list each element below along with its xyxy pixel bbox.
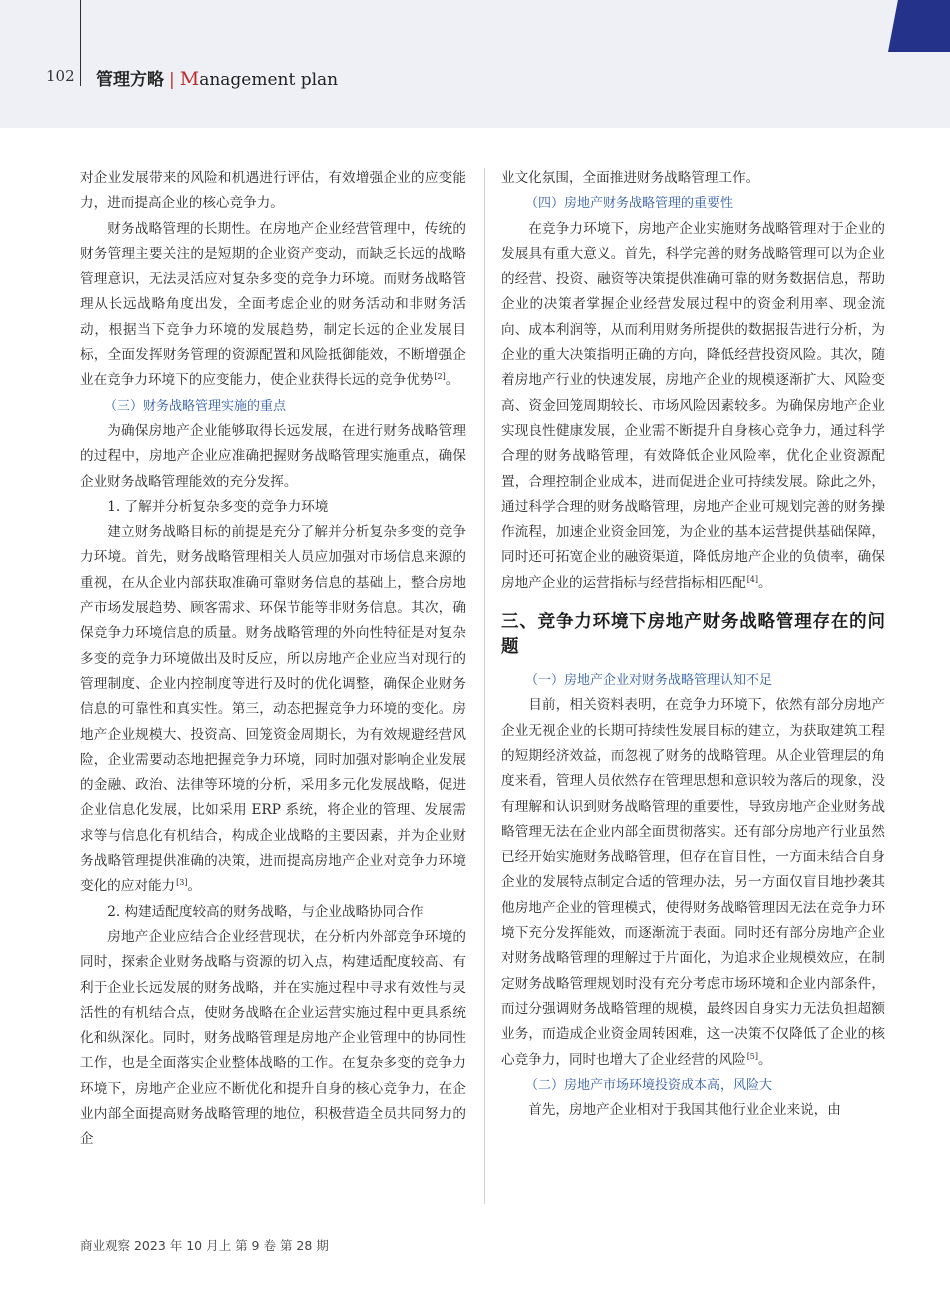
left-column <box>80 166 466 1153</box>
section-title-en-initial: M <box>179 68 200 90</box>
journal-footer: 商业观察 2023 年 10 月上 第 9 卷 第 28 期 <box>80 1238 329 1253</box>
section-title-en: anagement plan <box>199 70 339 90</box>
column-divider <box>484 168 485 1204</box>
subsection-heading: （四）房地产财务战略管理的重要性 <box>525 196 734 212</box>
numbered-heading: 2. 构建适配度较高的财务战略，与企业战略协同合作 <box>107 903 424 920</box>
paragraph-text: 在竞争力环境下，房地产企业实施财务战略管理对于企业的发展具有重大意义。首先，科学完善的财务战略管理可以为企业的经营、投资、融资等决策提供准确可靠的财务数据信息，帮助企业的决策者掌握企业经营发展过程中的资金利用率、现金流向、成本利润等，从而利用财务所提供的数据报告进行分析，为企业的重大决策指明正确的方向，降低经营投资风险。其次，随着房地产行业的快速发展，房地产企业的规模逐渐扩大、风险变高、资金回笼周期较长、市场风险因素较多。为确保房地产企业实现良性健康发展，企业需不断提升自身核心竞争力，通过科学合理的财务战略管理，有效降低企业风险率，优化企业资源配置，合理控制企业成本，进而促进企业可持续发展。除此之外，通过科学合理的财务战略管理，房地产企业可规划完善的财务操作流程，加速企业资金回笼，为企业的基本运营提供基础保障，同时还可拓宽企业的融资渠道，降低房地产企业的负债率，确保房地产企业的运营指标与经营指标相匹配 <box>501 220 885 591</box>
paragraph-text: 财务战略管理的长期性。在房地产企业经营管理中，传统的财务管理主要关注的是短期的企业资产变动，而缺乏长远的战略管理意识，无法灵活应对复杂多变的竞争力环境。而财务战略管理从长远战略角度出发，全面考虑企业的财务活动和非财务活动，根据当下竞争力环境的发展趋势，制定长远的企业发展目标，全面发挥财务管理的资源配置和风险抵御能效，不断增强企业在竞争力环境下的应变能力，使企业获得长远的竞争优势 <box>80 220 466 389</box>
subsection-heading: （二）房地产市场环境投资成本高，风险大 <box>525 1077 773 1093</box>
paragraph: 目前，相关资料表明，在竞争力环境下，依然有部分房地产企业无视企业的长期可持续性发展目标的建立，为获取建筑工程的短期经济效益，而忽视了财务的战略管理。从企业管理层的角度来看，管理人员依然存在管理思想和意识较为落后的现象，没有理解和认识到财务战略管理的重要性，导致房地产企业财务战略管理无法在企业内部全面贯彻落实。还有部分房地产行业虽然已经开始实施财务战略管理，但存在盲目性，一方面未结合自身企业的发展特点制定合适的管理办法，另一方面仅盲目地抄袭其他房地产企业的管理模式，使得财务战略管理因无法在竞争力环境下充分发挥能效，而逐渐流于表面。同时还有部分房地产企业对财务战略管理的理解过于片面化，为追求企业规模效应，在制定财务战略管理规划时没有充分考虑市场环境和企业内部条件，而过分强调财务战略管理的规模，最终因自身实力无法负担超额业务，而造成企业资金周转困难，这一决策不仅降低了企业的核心竞争力，同时也增大了企业经营的风险[5]。 <box>501 697 885 1068</box>
section-separator: | <box>169 70 175 90</box>
subsection-heading: （一）房地产企业对财务战略管理认知不足 <box>525 673 773 689</box>
header-rule <box>80 0 81 86</box>
citation: [5] <box>746 1051 759 1061</box>
numbered-heading: 1. 了解并分析复杂多变的竞争力环境 <box>107 498 329 515</box>
paragraph-text: 目前，相关资料表明，在竞争力环境下，依然有部分房地产企业无视企业的长期可持续性发展目标的建立，为获取建筑工程的短期经济效益，而忽视了财务的战略管理。从企业管理层的角度来看，管理人员依然存在管理思想和意识较为落后的现象，没有理解和认识到财务战略管理的重要性，导致房地产企业财务战略管理无法在企业内部全面贯彻落实。还有部分房地产行业虽然已经开始实施财务战略管理，但存在盲目性，一方面未结合自身企业的发展特点制定合适的管理办法，另一方面仅盲目地抄袭其他房地产企业的管理模式，使得财务战略管理因无法在竞争力环境下充分发挥能效，而逐渐流于表面。同时还有部分房地产企业对财务战略管理的理解过于片面化，为追求企业规模效应，在制定财务战略管理规划时没有充分考虑市场环境和企业内部条件，而过分强调财务战略管理的规模，最终因自身实力无法负担超额业务，而造成企业资金周转困难，这一决策不仅降低了企业的核心竞争力，同时也增大了企业经营的风险 <box>501 697 885 1068</box>
paragraph: 建立财务战略目标的前提是充分了解并分析复杂多变的竞争力环境。首先，财务战略管理相关人员应加强对市场信息来源的重视，在从企业内部获取准确可靠财务信息的基础上，整合房地产市场发展趋势、顾客需求、环保节能等非财务信息。其次，确保竞争力环境信息的质量。财务战略管理的外向性特征是对复杂多变的竞争力环境做出及时反应，所以房地产企业应当对现行的管理制度、企业内控制度等进行及时的优化调整，确保企业财务信息的可靠性和真实性。第三，动态把握竞争力环境的变化。房地产企业规模大、投资高、回笼资金周期长，为有效规避经营风险，企业需要动态地把握竞争力环境，同时加强对影响企业发展的金融、政治、法律等环境的分析，采用多元化发展战略，促进企业信息化发展，比如采用 ERP 系统，将企业的管理、发展需求等与信息化有机结合，构成企业战略的主要因素，并为企业财务战略管理提供准确的决策，进而提高房地产企业对竞争力环境变化的应对能力[3]。 <box>80 524 466 895</box>
page-number: 102 <box>46 67 75 85</box>
header-band <box>0 0 950 128</box>
paragraph: 财务战略管理的长期性。在房地产企业经营管理中，传统的财务管理主要关注的是短期的企业资产变动，而缺乏长远的战略管理意识，无法灵活应对复杂多变的竞争力环境。而财务战略管理从长远战略角度出发，全面考虑企业的财务活动和非财务活动，根据当下竞争力环境的发展趋势，制定长远的企业发展目标，全面发挥财务管理的资源配置和风险抵御能效，不断增强企业在竞争力环境下的应变能力，使企业获得长远的竞争优势[2]。 <box>80 220 466 389</box>
citation: [4] <box>746 574 759 584</box>
citation: [2] <box>434 372 446 382</box>
paragraph: 为确保房地产企业能够取得长远发展，在进行财务战略管理的过程中，房地产企业应准确把握财务战略管理实施重点，确保企业财务战略管理能效的充分发挥。 <box>80 422 466 490</box>
right-column <box>501 166 885 1123</box>
corner-accent <box>888 0 950 52</box>
subsection-heading: （三）财务战略管理实施的重点 <box>104 398 287 414</box>
paragraph: 首先，房地产企业相对于我国其他行业企业来说，由 <box>528 1102 841 1119</box>
paragraph: 业文化氛围，全面推进财务战略管理工作。 <box>501 170 760 186</box>
paragraph: 房地产企业应结合企业经营现状，在分析内外部竞争环境的同时，探索企业财务战略与资源的切入点，构建适配度较高、有利于企业长远发展的财务战略，并在实施过程中寻求有效性与灵活性的有机结合点，使财务战略在企业运营实施过程中更具系统化和纵深化。同时，财务战略管理是房地产企业管理中的协同性工作，也是全面落实企业整体战略的工作。在复杂多变的竞争力环境下，房地产企业应不断优化和提升自身的核心竞争力，在企业内部全面提高财务战略管理的地位，积极营造全员共同努力的企 <box>80 928 466 1148</box>
citation: [3] <box>176 878 188 888</box>
running-head <box>96 65 338 90</box>
paragraph-text: 建立财务战略目标的前提是充分了解并分析复杂多变的竞争力环境。首先，财务战略管理相关人员应加强对市场信息来源的重视，在从企业内部获取准确可靠财务信息的基础上，整合房地产市场发展趋势、顾客需求、环保节能等非财务信息。其次，确保竞争力环境信息的质量。财务战略管理的外向性特征是对复杂多变的竞争力环境做出及时反应，所以房地产企业应当对现行的管理制度、企业内控制度等进行及时的优化调整，确保企业财务信息的可靠性和真实性。第三，动态把握竞争力环境的变化。房地产企业规模大、投资高、回笼资金周期长，为有效规避经营风险，企业需要动态地把握竞争力环境，同时加强对影响企业发展的金融、政治、法律等环境的分析，采用多元化发展战略，促进企业信息化发展，比如采用 ERP 系统，将企业的管理、发展需求等与信息化有机结合，构成企业战略的主要因素，并为企业财务战略管理提供准确的决策，进而提高房地产企业对竞争力环境变化的应对能力 <box>80 524 466 895</box>
paragraph: 在竞争力环境下，房地产企业实施财务战略管理对于企业的发展具有重大意义。首先，科学完善的财务战略管理可以为企业的经营、投资、融资等决策提供准确可靠的财务数据信息，帮助企业的决策者掌握企业经营发展过程中的资金利用率、现金流向、成本利润等，从而利用财务所提供的数据报告进行分析，为企业的重大决策指明正确的方向，降低经营投资风险。其次，随着房地产行业的快速发展，房地产企业的规模逐渐扩大、风险变高、资金回笼周期较长、市场风险因素较多。为确保房地产企业实现良性健康发展，企业需不断提升自身核心竞争力，通过科学合理的财务战略管理，有效降低企业风险率，优化企业资源配置，合理控制企业成本，进而促进企业可持续发展。除此之外，通过科学合理的财务战略管理，房地产企业可规划完善的财务操作流程，加速企业资金回笼，为企业的基本运营提供基础保障，同时还可拓宽企业的融资渠道，降低房地产企业的负债率，确保房地产企业的运营指标与经营指标相匹配[4]。 <box>501 220 885 591</box>
section-title-cn: 管理方略 <box>96 70 164 90</box>
section-heading: 三、竞争力环境下房地产财务战略管理存在的问题 <box>501 612 885 658</box>
paragraph: 对企业发展带来的风险和机遇进行评估，有效增强企业的应变能力，进而提高企业的核心竞争力。 <box>80 170 466 212</box>
